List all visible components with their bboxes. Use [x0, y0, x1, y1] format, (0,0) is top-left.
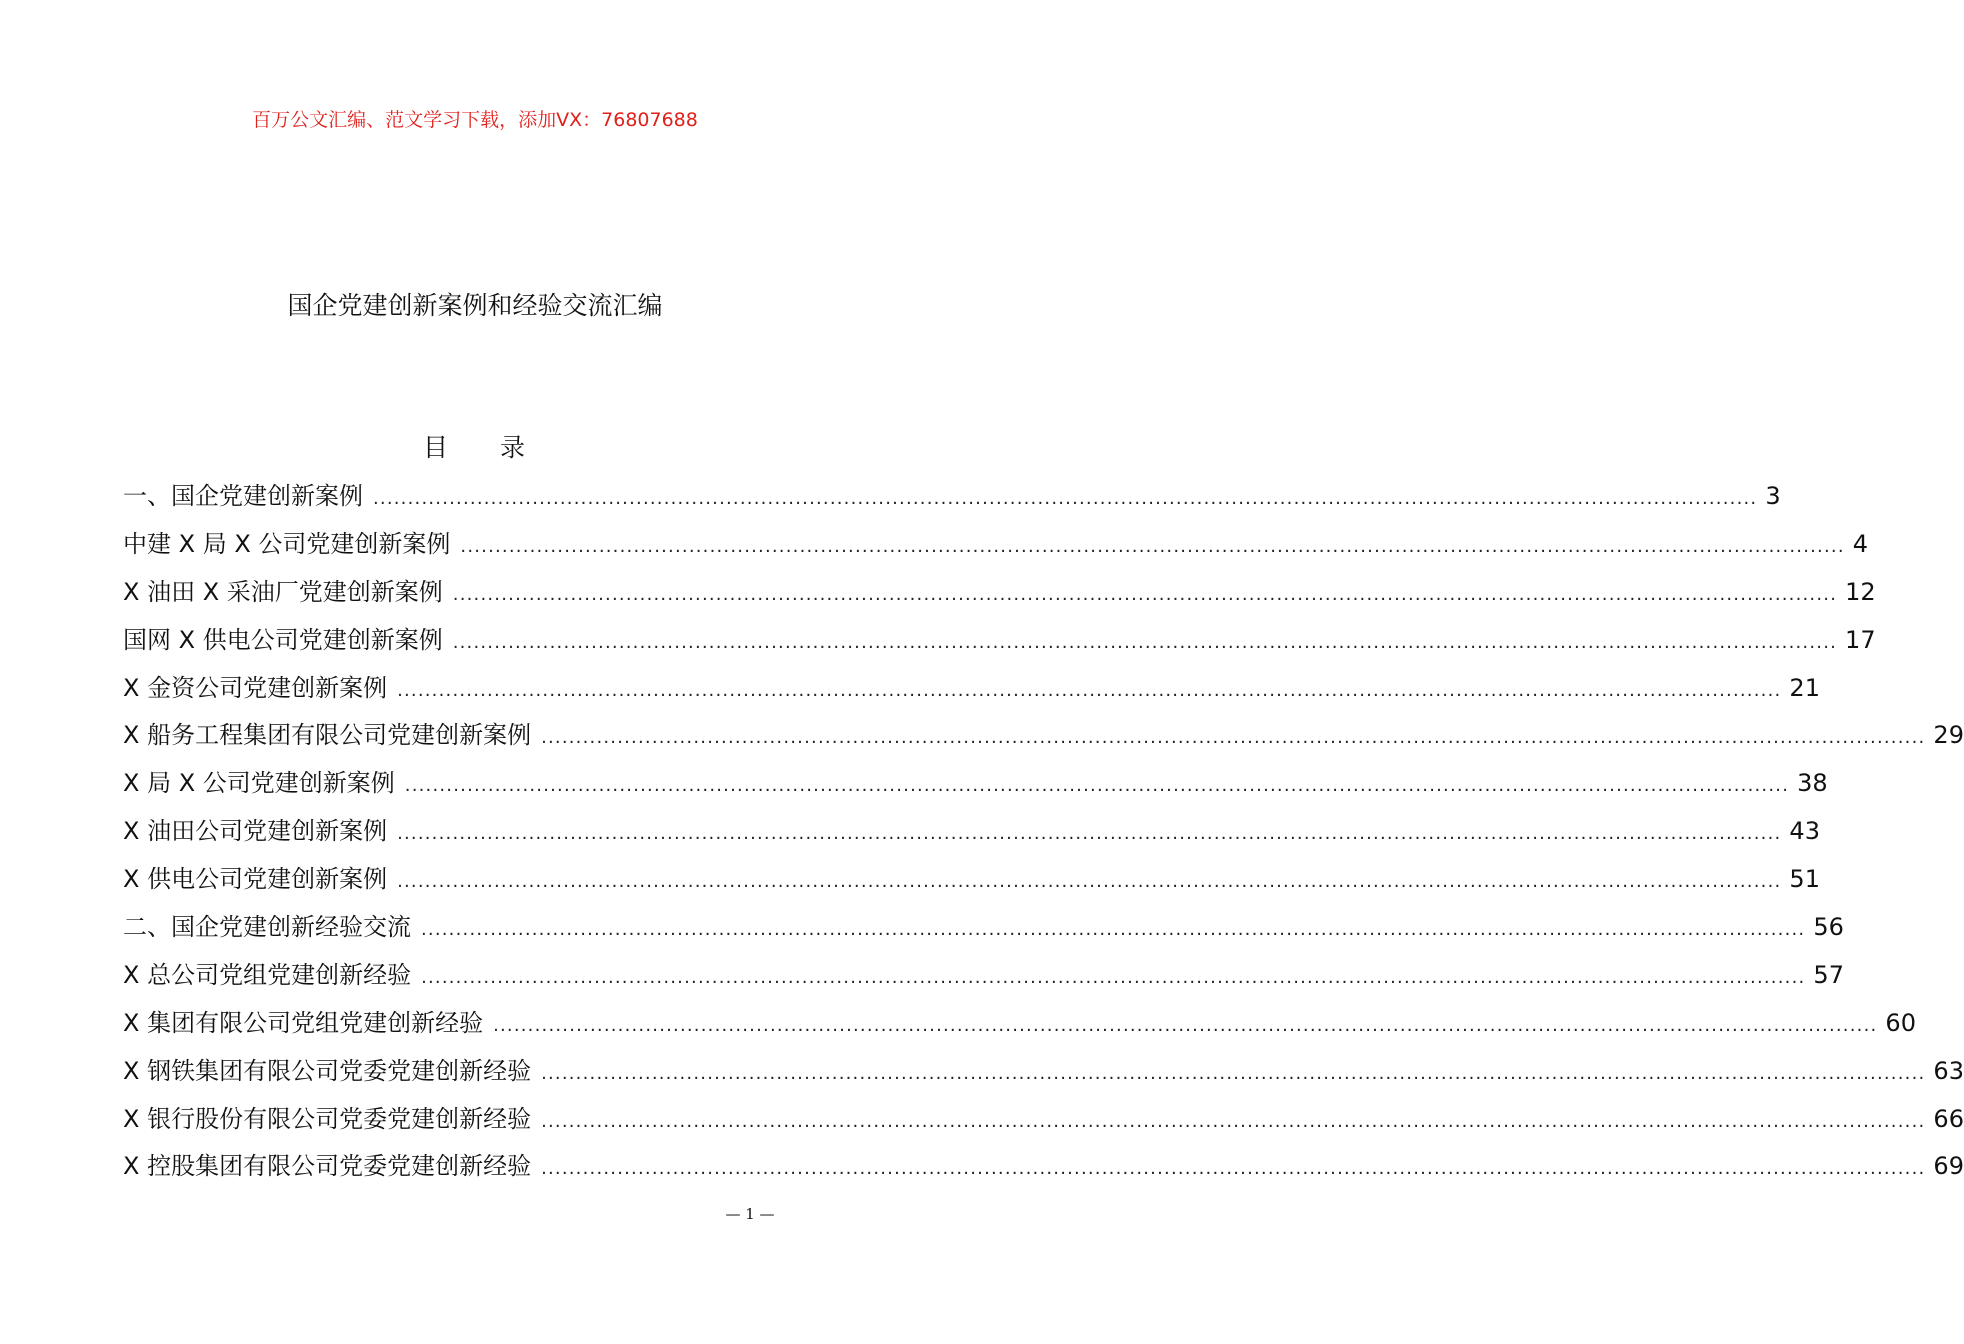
toc-entry-label: 一、国企党建创新案例 — [123, 482, 363, 510]
toc-entry[interactable] — [123, 1001, 1916, 1049]
toc-entry-page: 43 — [1789, 817, 1820, 846]
toc-entry-page: 38 — [1797, 769, 1828, 798]
toc-entry[interactable] — [123, 857, 1820, 905]
table-of-contents — [123, 474, 1964, 1192]
header-note: 百万公文汇编、范文学习下载，添加VX：76807688 — [252, 109, 698, 131]
toc-entry[interactable] — [123, 666, 1820, 714]
toc-leader-dots: ........................................................................................................................................................................................................ — [397, 871, 1782, 893]
toc-leader-dots: ........................................................................................................................................................................................................ — [452, 631, 1838, 653]
toc-leader-dots: ........................................................................................................................................................................................................ — [421, 966, 1806, 988]
toc-entry-page: 66 — [1933, 1104, 1964, 1133]
toc-entry[interactable] — [123, 570, 1876, 618]
document-title: 国企党建创新案例和经验交流汇编 — [287, 291, 663, 320]
toc-leader-dots: ........................................................................................................................................................................................................ — [397, 679, 1782, 701]
toc-entry-label: X 油田公司党建创新案例 — [123, 817, 388, 846]
toc-leader-dots: ........................................................................................................................................................................................................ — [452, 583, 1838, 605]
toc-entry-label: X 供电公司党建创新案例 — [123, 865, 388, 894]
toc-leader-dots: ........................................................................................................................................................................................................ — [421, 919, 1806, 941]
toc-entry[interactable] — [123, 1049, 1964, 1097]
toc-leader-dots: ........................................................................................................................................................................................................ — [404, 775, 1790, 797]
toc-entry-label: X 总公司党组党建创新经验 — [123, 960, 412, 989]
toc-entry[interactable] — [123, 713, 1964, 761]
toc-entry-label: 国网 X 供电公司党建创新案例 — [123, 625, 443, 654]
toc-entry-page: 21 — [1789, 673, 1820, 702]
toc-entry-label: X 控股集团有限公司党委党建创新经验 — [123, 1152, 532, 1181]
toc-entry-page: 56 — [1813, 913, 1844, 942]
toc-entry-page: 63 — [1933, 1056, 1964, 1085]
toc-entry-page: 4 — [1852, 529, 1869, 558]
toc-entry[interactable] — [123, 761, 1828, 809]
toc-entry-label: X 局 X 公司党建创新案例 — [123, 769, 395, 798]
toc-heading — [0, 430, 950, 466]
toc-heading-char-1: 目 — [422, 433, 450, 462]
page-number-footer: — 1 — — [725, 1205, 775, 1223]
toc-heading-char-2: 录 — [500, 433, 528, 462]
toc-leader-dots: ........................................................................................................................................................................................................ — [397, 823, 1782, 845]
toc-entry-page: 29 — [1933, 721, 1964, 750]
toc-entry-page: 57 — [1813, 960, 1844, 989]
toc-entry-page: 69 — [1933, 1152, 1964, 1181]
toc-leader-dots: ........................................................................................................................................................................................................ — [541, 727, 1926, 749]
toc-entry-page: 17 — [1845, 625, 1876, 654]
toc-leader-dots: ........................................................................................................................................................................................................ — [541, 1062, 1926, 1084]
toc-entry-label: X 钢铁集团有限公司党委党建创新经验 — [123, 1056, 532, 1085]
toc-leader-dots: ........................................................................................................................................................................................................ — [493, 1014, 1878, 1036]
toc-entry-label: 中建 X 局 X 公司党建创新案例 — [123, 529, 451, 558]
toc-leader-dots: ........................................................................................................................................................................................................ — [460, 535, 1845, 557]
toc-entry-label: X 船务工程集团有限公司党建创新案例 — [123, 721, 532, 750]
toc-entry-page: 3 — [1765, 482, 1781, 510]
toc-leader-dots: ........................................................................................................................................................................................................ — [373, 488, 1758, 509]
toc-entry[interactable] — [123, 474, 1781, 522]
toc-entry-label: X 集团有限公司党组党建创新经验 — [123, 1008, 484, 1037]
toc-entry[interactable] — [123, 809, 1820, 857]
toc-entry[interactable] — [123, 1144, 1964, 1192]
toc-entry-label: 二、国企党建创新经验交流 — [123, 913, 411, 942]
toc-entry[interactable] — [123, 618, 1876, 666]
toc-leader-dots: ........................................................................................................................................................................................................ — [541, 1158, 1926, 1180]
toc-entry-page: 12 — [1845, 577, 1876, 606]
toc-entry[interactable] — [123, 953, 1844, 1001]
toc-entry-page: 51 — [1789, 865, 1820, 894]
toc-entry[interactable] — [123, 522, 1869, 570]
toc-entry[interactable] — [123, 1097, 1964, 1145]
toc-entry-label: X 银行股份有限公司党委党建创新经验 — [123, 1104, 532, 1133]
toc-entry-label: X 油田 X 采油厂党建创新案例 — [123, 577, 443, 606]
toc-leader-dots: ........................................................................................................................................................................................................ — [541, 1110, 1926, 1132]
toc-entry-label: X 金资公司党建创新案例 — [123, 673, 388, 702]
toc-entry-page: 60 — [1885, 1008, 1916, 1037]
toc-entry[interactable] — [123, 905, 1844, 953]
